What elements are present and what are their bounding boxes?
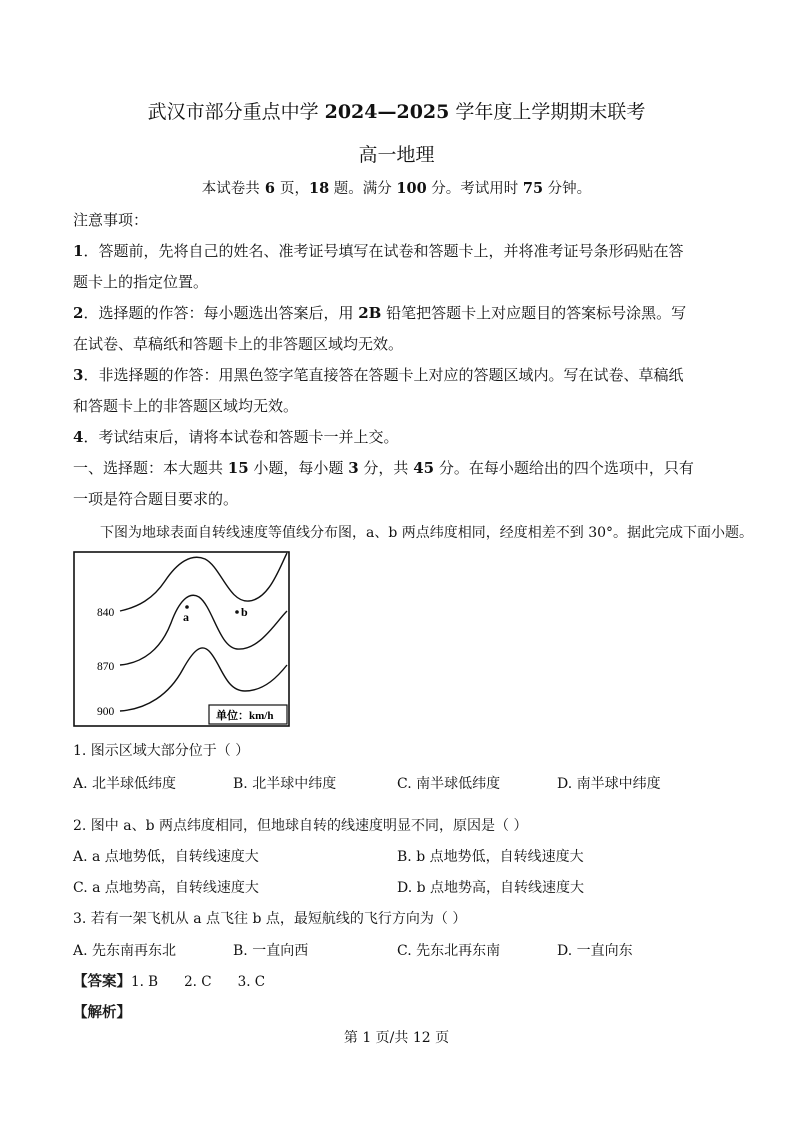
section-text: 分，共: [358, 459, 414, 477]
section-heading-line-2: 一项是符合题目要求的。: [73, 490, 239, 508]
figure-intro: 下图为地球表面自转线速度等值线分布图，a、b 两点纬度相同，经度相差不到 30°。据此完成下面小题。: [100, 525, 754, 541]
question-1-option-d: D. 南半球中纬度: [557, 776, 661, 792]
isoline-label-840: 840: [97, 607, 115, 619]
figure-frame: [74, 552, 289, 726]
analysis-tag: 【解析】: [73, 1004, 131, 1021]
section-text: 分。在每小题给出的四个选项中，只有: [434, 459, 694, 477]
question-3-option-b: B. 一直向西: [233, 943, 309, 959]
question-2-stem: 2. 图中 a、b 两点纬度相同，但地球自转的线速度明显不同，原因是（ ）: [73, 818, 528, 834]
notice-item-number: 1: [73, 242, 84, 260]
notice-item-4-line-1: [73, 422, 398, 453]
notice-heading: 注意事项：: [73, 211, 149, 229]
notice-item-3-line-1: [73, 360, 683, 391]
subject-title: 高一地理: [358, 144, 435, 166]
notice-item-number: 3: [73, 366, 84, 384]
exam-meta: [0, 177, 793, 198]
title-year: 2024—2025: [324, 101, 450, 123]
notice-item-2-line-1: [73, 298, 686, 329]
point-a-label: a: [183, 610, 189, 624]
answer-item-3: 3. C: [237, 974, 266, 990]
question-1-stem: 1. 图示区域大部分位于（ ）: [73, 743, 250, 759]
answer-tag: 【答案】: [73, 973, 131, 990]
notice-item-text: 铅笔把答题卡上对应题目的答案标号涂黑。写: [381, 304, 687, 322]
notice-item-3-line-2: 和答题卡上的非答题区域均无效。: [73, 397, 299, 415]
title-prefix: 武汉市部分重点中学: [147, 101, 325, 123]
answer-line: [73, 970, 265, 991]
notice-item-1-line-2: 题卡上的指定位置。: [73, 273, 209, 291]
exam-title: [0, 97, 793, 124]
meta-pages: 6: [259, 180, 280, 197]
meta-text: 页，: [279, 181, 309, 197]
meta-score: 100: [396, 180, 427, 197]
meta-text: 分。考试用时: [426, 181, 523, 197]
section-points-total: 45: [413, 459, 435, 477]
point-b-marker: [235, 610, 239, 614]
question-2-option-a: A. a 点地势低，自转线速度大: [73, 849, 259, 865]
question-2-option-d: D. b 点地势高，自转线速度大: [397, 880, 585, 896]
section-count: 15: [227, 459, 249, 477]
point-a-marker: [185, 605, 189, 609]
answer-item-2: 2. C: [184, 974, 212, 990]
question-3-option-d: D. 一直向东: [557, 943, 633, 959]
question-3-option-a: A. 先东南再东北: [73, 943, 177, 959]
section-points-each: 3: [348, 459, 359, 477]
notice-item-text: ．非选择题的作答：用黑色签字笔直接答在答题卡上对应的答题区域内。写在试卷、草稿纸: [83, 366, 684, 384]
notice-item-text: ．选择题的作答：每小题选出答案后，用: [83, 304, 359, 322]
notice-item-text: ．答题前，先将自己的姓名、准考证号填写在试卷和答题卡上，并将准考证号条形码贴在答: [83, 242, 684, 260]
notice-item-text: ．考试结束后，请将本试卷和答题卡一并上交。: [83, 428, 399, 446]
meta-text: 分钟。: [543, 181, 592, 197]
title-suffix: 学年度上学期期末联考: [449, 101, 646, 123]
section-heading-line-1: [73, 453, 694, 484]
page-footer: 第 1 页/共 12 页: [343, 1030, 450, 1046]
question-1-option-c: C. 南半球低纬度: [397, 776, 501, 792]
meta-time: 75: [522, 180, 544, 197]
meta-text: 题。满分: [329, 181, 397, 197]
question-2-option-b: B. b 点地势低，自转线速度大: [397, 849, 584, 865]
point-b-label: b: [241, 605, 248, 619]
meta-text: 本试卷共: [201, 181, 260, 197]
unit-label: 单位：km/h: [216, 710, 274, 722]
isoline-figure: [73, 551, 290, 727]
meta-question-count: 18: [308, 180, 330, 197]
question-3-stem: 3. 若有一架飞机从 a 点飞往 b 点，最短航线的飞行方向为（ ）: [73, 911, 467, 927]
section-text: 小题，每小题: [248, 459, 349, 477]
question-1-option-a: A. 北半球低纬度: [73, 776, 177, 792]
notice-item-2-line-2: 在试卷、草稿纸和答题卡上的非答题区域均无效。: [73, 335, 404, 353]
question-1-option-b: B. 北半球中纬度: [233, 776, 337, 792]
notice-item-number: 2: [73, 304, 84, 322]
notice-item-pencil: 2B: [358, 304, 382, 322]
isoline-label-870: 870: [97, 661, 115, 673]
answer-item-1: 1. B: [131, 974, 159, 990]
question-3-option-c: C. 先东北再东南: [397, 943, 501, 959]
isoline-label-900: 900: [97, 706, 115, 718]
notice-item-1-line-1: [73, 236, 683, 267]
notice-item-number: 4: [73, 428, 84, 446]
section-text: 一、选择题：本大题共: [73, 459, 228, 477]
question-2-option-c: C. a 点地势高，自转线速度大: [73, 880, 259, 896]
